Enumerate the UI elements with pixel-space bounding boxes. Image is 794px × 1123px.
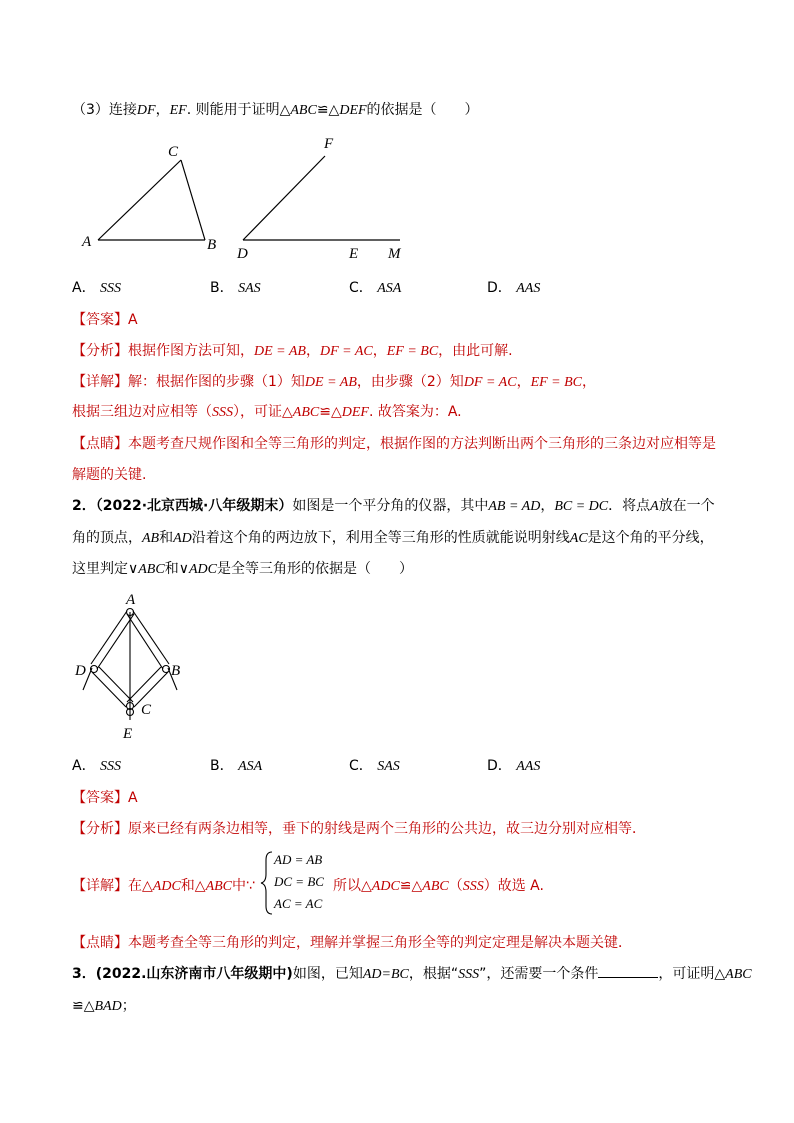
- label-d: D: [75, 663, 86, 679]
- brace-line-2: DC = BC: [274, 874, 324, 889]
- q2-option-c[interactable]: C． SAS: [349, 758, 400, 774]
- label-d: D: [237, 246, 248, 262]
- q2-option-b[interactable]: B． ASA: [210, 758, 263, 774]
- label-f: F: [324, 136, 334, 152]
- brace-line-1: AD = AB: [274, 852, 323, 867]
- q2-question-line1: 2．（2022·北京西城·八年级期末）如图是一个平分角的仪器，其中AB = AD，BC = DC．将点A放在一个: [72, 498, 715, 514]
- q1-comment-line2: 解题的关键.: [72, 467, 147, 483]
- label-b: B: [171, 663, 181, 679]
- label-m: M: [388, 246, 401, 262]
- label-e: E: [123, 726, 133, 742]
- label-c: C: [168, 144, 179, 160]
- q1-answer: 【答案】A: [72, 312, 138, 328]
- q2-option-d[interactable]: D． AAS: [487, 758, 541, 774]
- q3-answer-blank[interactable]: [598, 965, 658, 978]
- q2-analysis: 【分析】原来已经有两条边相等，垂下的射线是两个三角形的公共边，故三边分别对应相等．: [72, 821, 646, 837]
- q2-question-line2: 角的顶点，AB和AD沿着这个角的两边放下，利用全等三角形的性质就能说明射线AC是这个角的平分线，: [72, 530, 714, 546]
- q1-option-d[interactable]: D． AAS: [487, 280, 541, 296]
- q1-detail-line1: 【详解】解：根据作图的步骤（1）知DE = AB，由步骤（2）知DF = AC，EF = BC，: [72, 374, 597, 390]
- q2-option-a[interactable]: A． SSS: [72, 758, 122, 774]
- brace-line-3: AC = AC: [274, 896, 323, 911]
- q1-comment-line1: 【点睛】本题考查尺规作图和全等三角形的判定，根据作图的方法判断出两个三角形的三条边对应相等是: [72, 436, 716, 452]
- q1-option-a[interactable]: A． SSS: [72, 280, 122, 296]
- label-a: A: [82, 234, 92, 250]
- q1-option-c[interactable]: C． ASA: [349, 280, 402, 296]
- label-b: B: [207, 237, 217, 253]
- q1-part3-text: （3）连接DF，EF. 则能用于证明△ABC≌△DEF的依据是（ ）: [72, 102, 479, 118]
- triangle-abc: [98, 160, 205, 240]
- q3-question-line1: 3．(2022.山东济南市八年级期中)如图，已知AD=BC，根据“SSS”，还需要一个条件 ，可证明△ABC: [72, 966, 752, 982]
- angle-fdm: [243, 156, 400, 240]
- q1-analysis: 【分析】根据作图方法可知，DE = AB，DF = AC，EF = BC，由此可解.: [72, 343, 513, 359]
- q1-detail-line2: 根据三组边对应相等（SSS），可证△ABC≌△DEF. 故答案为：A.: [72, 404, 462, 420]
- q2-detail-conclusion: 所以△ADC≌△ABC（SSS）故选 A.: [333, 878, 544, 894]
- q2-answer: 【答案】A: [72, 790, 138, 806]
- label-c: C: [141, 702, 152, 718]
- label-a: A: [126, 592, 136, 608]
- q3-question-line2: ≌△BAD；: [72, 998, 136, 1014]
- q2-detail: 【详解】在△ADC和△ABC中∵: [72, 878, 255, 894]
- q2-question-line3: 这里判定∨ABC和∨ADC是全等三角形的依据是（ ）: [72, 561, 413, 577]
- instrument-bars: [83, 609, 177, 721]
- q1-option-b[interactable]: B． SAS: [210, 280, 261, 296]
- label-e: E: [349, 246, 359, 262]
- q2-comment: 【点睛】本题考查全等三角形的判定，理解并掌握三角形全等的判定定理是解决本题关键．: [72, 935, 632, 951]
